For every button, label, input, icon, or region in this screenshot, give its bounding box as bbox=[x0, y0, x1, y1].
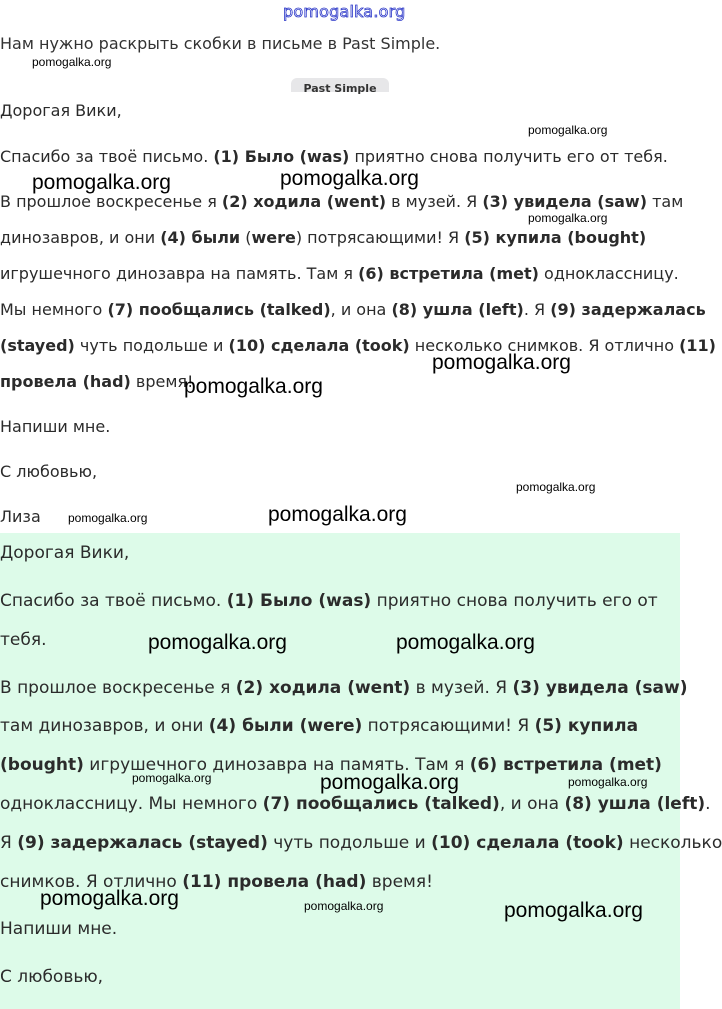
watermark: pomogalka.org bbox=[568, 775, 648, 789]
watermark: pomogalka.org bbox=[40, 887, 179, 910]
watermark: pomogalka.org bbox=[184, 375, 323, 398]
task-text: Нам нужно раскрыть скобки в письме в Past Simple. bbox=[0, 34, 441, 53]
watermark: pomogalka.org bbox=[68, 511, 148, 525]
answer-closing: С любовью, bbox=[0, 967, 104, 987]
letter-line: Спасибо за твоё письмо. (1) Было (was) приятно снова получить его от тебя. bbox=[0, 147, 668, 166]
watermark: pomogalka.org bbox=[504, 899, 643, 922]
watermark: pomogalka.org bbox=[280, 167, 419, 190]
watermark: pomogalka.org bbox=[132, 771, 212, 785]
letter-closing: Напиши мне. bbox=[0, 417, 111, 436]
site-logo[interactable]: pomogalka.org bbox=[283, 2, 406, 21]
answer-greeting: Дорогая Вики, bbox=[0, 543, 130, 563]
answer-line: снимков. Я отлично (11) провела (had) время! bbox=[0, 872, 433, 892]
watermark: pomogalka.org bbox=[320, 771, 459, 794]
past-simple-tab[interactable]: Past Simple bbox=[291, 78, 389, 92]
letter-closing: С любовью, bbox=[0, 462, 98, 481]
answer-line: В прошлое воскресенье я (2) ходила (went) в музей. Я (3) увидела (saw) bbox=[0, 678, 688, 698]
watermark: pomogalka.org bbox=[32, 55, 112, 69]
answer-line: Спасибо за твоё письмо. (1) Было (was) приятно снова получить его от bbox=[0, 591, 658, 611]
watermark: pomogalka.org bbox=[528, 211, 608, 225]
answer-closing: Напиши мне. bbox=[0, 919, 118, 939]
letter-line: Мы немного (7) пообщались (talked), и она (8) ушла (left). Я (9) задержалась bbox=[0, 300, 706, 319]
answer-line: одноклассницу. Мы немного (7) пообщались (talked), и она (8) ушла (left). bbox=[0, 794, 711, 814]
letter-line: игрушечного динозавра на память. Там я (6) встретила (met) одноклассницу. bbox=[0, 264, 679, 283]
watermark: pomogalka.org bbox=[268, 503, 407, 526]
letter-greeting: Дорогая Вики, bbox=[0, 101, 122, 120]
answer-line: Я (9) задержалась (stayed) чуть подольше и (10) сделала (took) несколько bbox=[0, 833, 722, 853]
watermark: pomogalka.org bbox=[516, 480, 596, 494]
answer-line: (bought) игрушечного динозавра на память. Там я (6) встретила (met) bbox=[0, 755, 662, 775]
answer-line: тебя. bbox=[0, 630, 47, 650]
letter-signature: Лиза bbox=[0, 507, 41, 526]
letter-line: провела (had) время! bbox=[0, 372, 194, 391]
watermark: pomogalka.org bbox=[148, 631, 287, 654]
letter-line: динозавров, и они (4) были (were) потрясающими! Я (5) купила (bought) bbox=[0, 228, 647, 247]
answer-line: там динозавров, и они (4) были (were) потрясающими! Я (5) купила bbox=[0, 716, 639, 736]
letter-line: (stayed) чуть подольше и (10) сделала (took) несколько снимков. Я отлично (11) bbox=[0, 336, 716, 355]
watermark: pomogalka.org bbox=[528, 123, 608, 137]
watermark: pomogalka.org bbox=[304, 899, 384, 913]
watermark: pomogalka.org bbox=[396, 631, 535, 654]
watermark: pomogalka.org bbox=[32, 171, 171, 194]
letter-line: В прошлое воскресенье я (2) ходила (went) в музей. Я (3) увидела (saw) там bbox=[0, 192, 684, 211]
watermark: pomogalka.org bbox=[432, 351, 571, 374]
